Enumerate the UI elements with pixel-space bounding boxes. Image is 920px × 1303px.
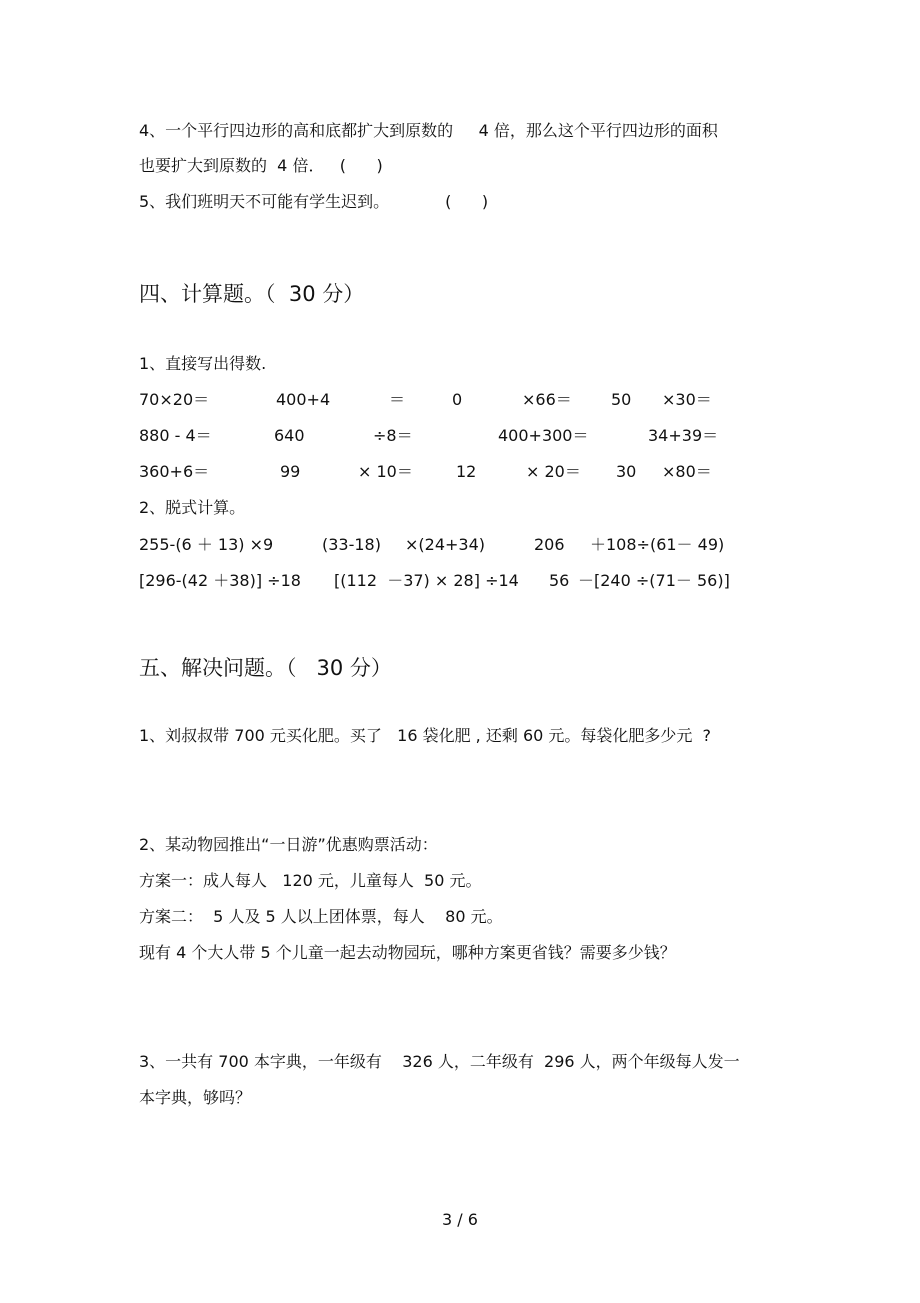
judge-question-4-line1: 4、一个平行四边形的高和底都扩大到原数的 4 倍，那么这个平行四边形的面积	[139, 121, 718, 140]
step-calc-item: [(112 －37) × 28] ÷14	[334, 571, 519, 590]
calc-item: 400+300＝	[498, 426, 589, 445]
word-problem-2-line: 方案二： 5 人及 5 人以上团体票，每人 80 元。	[139, 907, 503, 926]
calc-item: 360+6＝	[139, 462, 210, 481]
judge-question-4-line2: 也要扩大到原数的 4 倍． ( )	[139, 156, 383, 175]
word-problem-2-line: 现有 4 个大人带 5 个儿童一起去动物园玩，哪种方案更省钱？需要多少钱？	[139, 943, 676, 962]
step-calc-item: ×(24+34)	[405, 535, 486, 554]
step-calc-item: [296-(42 ＋38)] ÷18	[139, 571, 301, 590]
step-calc-item: ＋108÷(61－ 49)	[590, 535, 725, 554]
calc-item: ×30＝	[662, 390, 712, 409]
calc-q1-title: 1、直接写出得数.	[139, 354, 267, 373]
step-calc-item: －[240 ÷(71－ 56)]	[578, 571, 730, 590]
calc-q2-title: 2、脱式计算。	[139, 498, 246, 517]
word-problem-3-line2: 本字典，够吗？	[139, 1088, 252, 1107]
calc-item: 70×20＝	[139, 390, 210, 409]
calc-item: 880 - 4＝	[139, 426, 212, 445]
step-calc-item: 206	[534, 535, 565, 554]
word-problem-1: 1、刘叔叔带 700 元买化肥。买了 16 袋化肥 , 还剩 60 元。每袋化肥多少元 ?	[139, 726, 712, 745]
calc-item: 12	[456, 462, 477, 481]
calc-item: 30	[616, 462, 637, 481]
section-5-title: 五、解决问题。（ 30 分）	[139, 656, 392, 680]
word-problem-3-line1: 3、一共有 700 本字典，一年级有 326 人，二年级有 296 人，两个年级每人发一	[139, 1052, 740, 1071]
word-problem-2-line: 方案一：成人每人 120 元，儿童每人 50 元。	[139, 871, 482, 890]
judge-question-5: 5、我们班明天不可能有学生迟到。 ( )	[139, 192, 489, 211]
word-problem-2-line: 2、某动物园推出“一日游”优惠购票活动：	[139, 835, 438, 854]
calc-item: 50	[611, 390, 632, 409]
section-4-title: 四、计算题。（ 30 分）	[139, 282, 365, 306]
page-number: 3 / 6	[442, 1210, 478, 1229]
calc-item: 640	[274, 426, 305, 445]
calc-item: ×80＝	[662, 462, 712, 481]
calc-item: 34+39＝	[648, 426, 719, 445]
calc-item: ÷8＝	[373, 426, 413, 445]
calc-item: 99	[280, 462, 301, 481]
calc-item: 0	[452, 390, 463, 409]
step-calc-item: 56	[549, 571, 570, 590]
calc-item: 400+4	[276, 390, 331, 409]
calc-item: ＝	[389, 390, 406, 409]
calc-item: × 10＝	[358, 462, 413, 481]
step-calc-item: (33-18)	[322, 535, 381, 554]
calc-item: × 20＝	[526, 462, 581, 481]
calc-item: ×66＝	[522, 390, 572, 409]
step-calc-item: 255-(6 ＋ 13) ×9	[139, 535, 274, 554]
